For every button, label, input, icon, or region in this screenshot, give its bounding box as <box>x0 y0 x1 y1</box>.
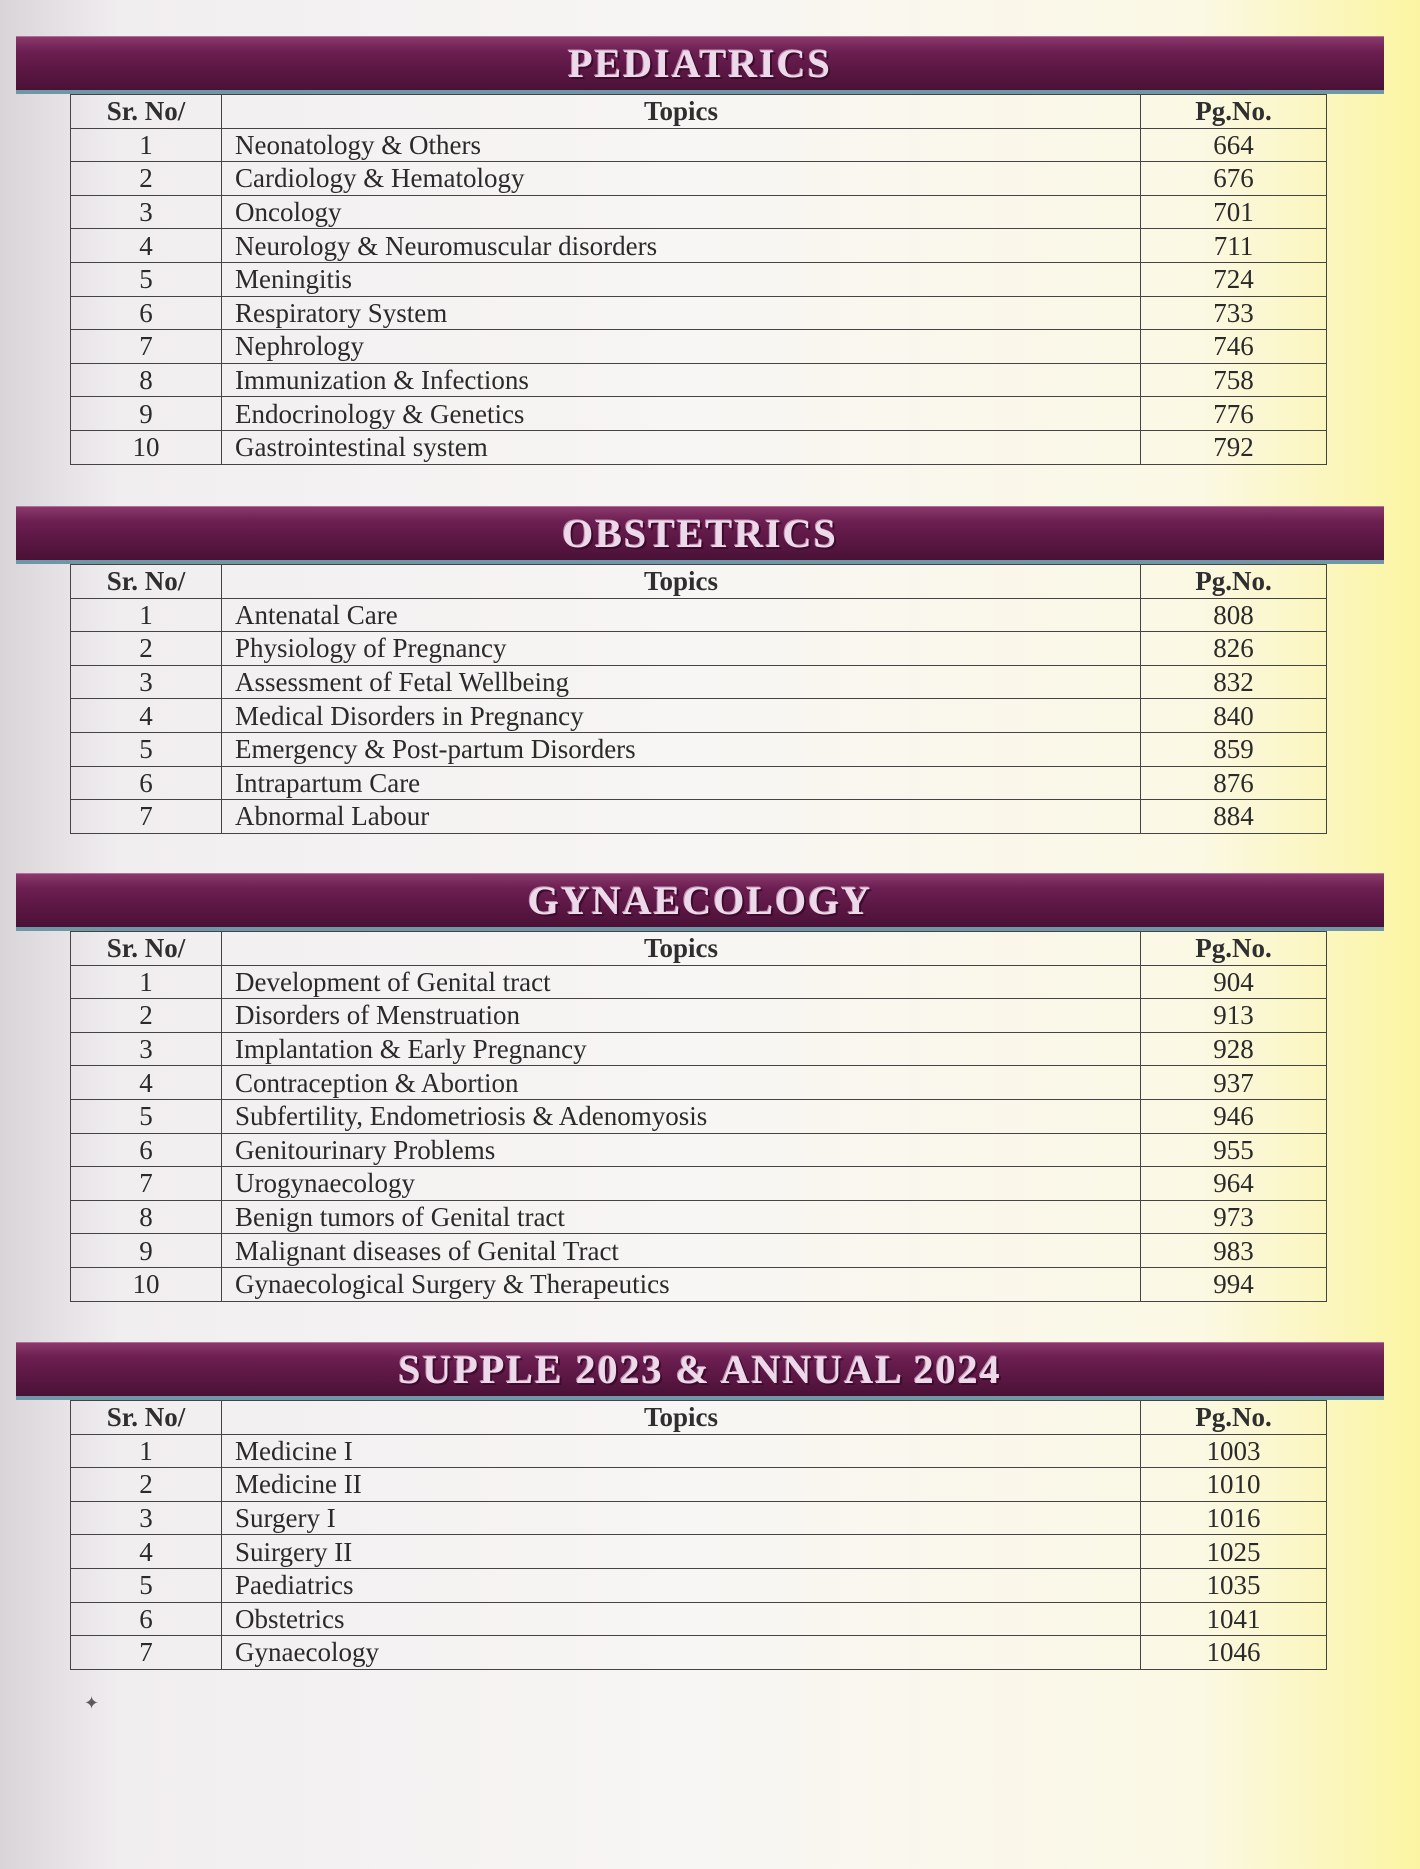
row-page: 1046 <box>1141 1636 1327 1670</box>
table-row <box>71 128 1327 162</box>
row-topic: Genitourinary Problems <box>222 1133 1141 1167</box>
section-banner <box>16 36 1384 94</box>
table-row <box>71 999 1327 1033</box>
table-row <box>71 1167 1327 1201</box>
table-row <box>71 1434 1327 1468</box>
row-topic: Urogynaecology <box>222 1167 1141 1201</box>
header-topics: Topics <box>222 565 1141 599</box>
header-sr-no: Sr. No/ <box>71 1401 222 1435</box>
row-page: 937 <box>1141 1066 1327 1100</box>
row-number: 3 <box>71 1032 222 1066</box>
row-number: 4 <box>71 1535 222 1569</box>
table-row <box>71 229 1327 263</box>
row-topic: Suirgery II <box>222 1535 1141 1569</box>
header-topics: Topics <box>222 95 1141 129</box>
section-title: OBSTETRICS <box>562 511 838 556</box>
table-row <box>71 296 1327 330</box>
header-sr-no: Sr. No/ <box>71 95 222 129</box>
row-page: 1025 <box>1141 1535 1327 1569</box>
table-row <box>71 1234 1327 1268</box>
table-row <box>71 1099 1327 1133</box>
row-topic: Neurology & Neuromuscular disorders <box>222 229 1141 263</box>
row-number: 7 <box>71 1636 222 1670</box>
table-row <box>71 1636 1327 1670</box>
row-page: 964 <box>1141 1167 1327 1201</box>
table-row <box>71 766 1327 800</box>
row-page: 928 <box>1141 1032 1327 1066</box>
row-topic: Malignant diseases of Genital Tract <box>222 1234 1141 1268</box>
row-topic: Implantation & Early Pregnancy <box>222 1032 1141 1066</box>
row-topic: Subfertility, Endometriosis & Adenomyosis <box>222 1099 1141 1133</box>
row-topic: Antenatal Care <box>222 598 1141 632</box>
section-banner <box>16 1342 1384 1400</box>
section-banner <box>16 873 1384 931</box>
row-page: 808 <box>1141 598 1327 632</box>
row-page: 758 <box>1141 363 1327 397</box>
row-page: 840 <box>1141 699 1327 733</box>
row-topic: Medicine I <box>222 1434 1141 1468</box>
row-number: 8 <box>71 363 222 397</box>
row-number: 6 <box>71 1602 222 1636</box>
row-number: 5 <box>71 1099 222 1133</box>
row-number: 10 <box>71 1267 222 1301</box>
row-number: 4 <box>71 229 222 263</box>
row-topic: Development of Genital tract <box>222 965 1141 999</box>
row-page: 983 <box>1141 1234 1327 1268</box>
row-page: 946 <box>1141 1099 1327 1133</box>
row-topic: Benign tumors of Genital tract <box>222 1200 1141 1234</box>
toc-table <box>70 94 1327 465</box>
print-mark: ✦ <box>84 1693 100 1713</box>
table-row <box>71 598 1327 632</box>
row-topic: Assessment of Fetal Wellbeing <box>222 665 1141 699</box>
row-number: 5 <box>71 1568 222 1602</box>
row-page: 792 <box>1141 430 1327 464</box>
toc-table <box>70 564 1327 834</box>
section-title: SUPPLE 2023 & ANNUAL 2024 <box>398 1347 1002 1392</box>
table-row <box>71 1501 1327 1535</box>
row-topic: Obstetrics <box>222 1602 1141 1636</box>
row-number: 9 <box>71 1234 222 1268</box>
row-number: 8 <box>71 1200 222 1234</box>
table-row <box>71 800 1327 834</box>
row-page: 1010 <box>1141 1468 1327 1502</box>
table-header-row <box>71 95 1327 129</box>
row-page: 955 <box>1141 1133 1327 1167</box>
toc-table <box>70 931 1327 1302</box>
row-page: 826 <box>1141 632 1327 666</box>
row-page: 724 <box>1141 262 1327 296</box>
table-row <box>71 162 1327 196</box>
table-row <box>71 665 1327 699</box>
row-topic: Gynaecological Surgery & Therapeutics <box>222 1267 1141 1301</box>
row-number: 5 <box>71 732 222 766</box>
table-header-row <box>71 1401 1327 1435</box>
header-topics: Topics <box>222 1401 1141 1435</box>
row-page: 776 <box>1141 397 1327 431</box>
row-page: 913 <box>1141 999 1327 1033</box>
row-number: 1 <box>71 965 222 999</box>
row-topic: Abnormal Labour <box>222 800 1141 834</box>
table-row <box>71 330 1327 364</box>
row-page: 973 <box>1141 1200 1327 1234</box>
header-pg-no: Pg.No. <box>1141 95 1327 129</box>
row-page: 664 <box>1141 128 1327 162</box>
row-topic: Nephrology <box>222 330 1141 364</box>
section-title: PEDIATRICS <box>568 41 832 86</box>
table-row <box>71 1133 1327 1167</box>
row-page: 832 <box>1141 665 1327 699</box>
table-row <box>71 1066 1327 1100</box>
row-page: 859 <box>1141 732 1327 766</box>
row-number: 6 <box>71 1133 222 1167</box>
row-page: 1003 <box>1141 1434 1327 1468</box>
header-pg-no: Pg.No. <box>1141 932 1327 966</box>
row-topic: Medicine II <box>222 1468 1141 1502</box>
table-row <box>71 699 1327 733</box>
table-row <box>71 397 1327 431</box>
table-header-row <box>71 932 1327 966</box>
row-topic: Gynaecology <box>222 1636 1141 1670</box>
row-number: 1 <box>71 1434 222 1468</box>
header-sr-no: Sr. No/ <box>71 565 222 599</box>
row-number: 10 <box>71 430 222 464</box>
row-topic: Gastrointestinal system <box>222 430 1141 464</box>
table-row <box>71 430 1327 464</box>
section-title: GYNAECOLOGY <box>527 878 873 923</box>
row-topic: Cardiology & Hematology <box>222 162 1141 196</box>
header-topics: Topics <box>222 932 1141 966</box>
row-topic: Respiratory System <box>222 296 1141 330</box>
row-topic: Paediatrics <box>222 1568 1141 1602</box>
row-number: 3 <box>71 195 222 229</box>
row-number: 3 <box>71 1501 222 1535</box>
row-topic: Medical Disorders in Pregnancy <box>222 699 1141 733</box>
row-number: 5 <box>71 262 222 296</box>
row-topic: Surgery I <box>222 1501 1141 1535</box>
row-page: 711 <box>1141 229 1327 263</box>
row-topic: Neonatology & Others <box>222 128 1141 162</box>
row-topic: Oncology <box>222 195 1141 229</box>
row-page: 746 <box>1141 330 1327 364</box>
row-page: 1016 <box>1141 1501 1327 1535</box>
row-number: 2 <box>71 632 222 666</box>
row-number: 1 <box>71 598 222 632</box>
row-topic: Intrapartum Care <box>222 766 1141 800</box>
row-topic: Immunization & Infections <box>222 363 1141 397</box>
row-page: 701 <box>1141 195 1327 229</box>
header-sr-no: Sr. No/ <box>71 932 222 966</box>
table-row <box>71 965 1327 999</box>
row-number: 6 <box>71 296 222 330</box>
row-topic: Contraception & Abortion <box>222 1066 1141 1100</box>
row-page: 733 <box>1141 296 1327 330</box>
table-row <box>71 632 1327 666</box>
toc-table <box>70 1400 1327 1670</box>
row-page: 994 <box>1141 1267 1327 1301</box>
row-page: 884 <box>1141 800 1327 834</box>
header-pg-no: Pg.No. <box>1141 1401 1327 1435</box>
row-number: 6 <box>71 766 222 800</box>
row-number: 7 <box>71 1167 222 1201</box>
row-page: 1041 <box>1141 1602 1327 1636</box>
header-pg-no: Pg.No. <box>1141 565 1327 599</box>
table-row <box>71 732 1327 766</box>
row-topic: Emergency & Post-partum Disorders <box>222 732 1141 766</box>
section-banner <box>16 506 1384 564</box>
row-number: 4 <box>71 1066 222 1100</box>
row-page: 876 <box>1141 766 1327 800</box>
table-row <box>71 1602 1327 1636</box>
row-number: 2 <box>71 162 222 196</box>
table-row <box>71 195 1327 229</box>
row-number: 7 <box>71 800 222 834</box>
table-row <box>71 1200 1327 1234</box>
row-page: 1035 <box>1141 1568 1327 1602</box>
row-page: 904 <box>1141 965 1327 999</box>
row-topic: Meningitis <box>222 262 1141 296</box>
table-row <box>71 363 1327 397</box>
table-row <box>71 262 1327 296</box>
row-number: 2 <box>71 1468 222 1502</box>
row-number: 3 <box>71 665 222 699</box>
table-row <box>71 1032 1327 1066</box>
row-number: 9 <box>71 397 222 431</box>
row-number: 4 <box>71 699 222 733</box>
row-topic: Endocrinology & Genetics <box>222 397 1141 431</box>
table-row <box>71 1568 1327 1602</box>
row-number: 2 <box>71 999 222 1033</box>
row-page: 676 <box>1141 162 1327 196</box>
row-number: 1 <box>71 128 222 162</box>
table-row <box>71 1535 1327 1569</box>
table-header-row <box>71 565 1327 599</box>
row-topic: Disorders of Menstruation <box>222 999 1141 1033</box>
table-row <box>71 1267 1327 1301</box>
table-row <box>71 1468 1327 1502</box>
row-number: 7 <box>71 330 222 364</box>
row-topic: Physiology of Pregnancy <box>222 632 1141 666</box>
